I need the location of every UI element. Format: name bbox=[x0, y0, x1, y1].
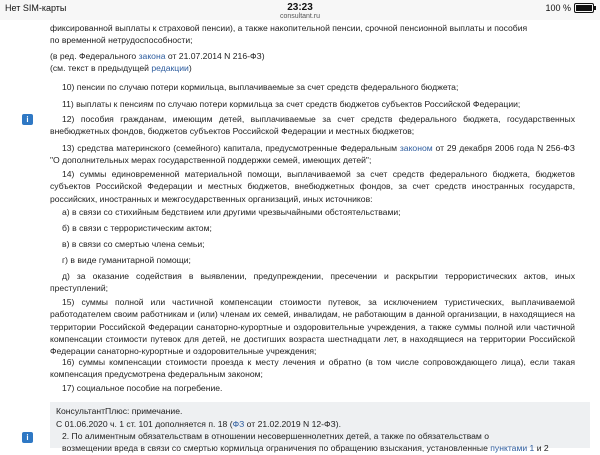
item-14-g: г) в виде гуманитарной помощи; bbox=[62, 255, 191, 265]
item-13-suffix: от 29 декабря 2006 года N 256-ФЗ "О дополнительных мерах государственной поддержки семей, имеющих детей"; bbox=[50, 143, 575, 166]
fz-link[interactable]: ФЗ bbox=[232, 419, 245, 429]
item-13-prefix: 13) средства материнского (семейного) капитала, предусмотренные Федеральным bbox=[62, 143, 400, 153]
status-bar bbox=[0, 0, 600, 20]
info-icon[interactable]: i bbox=[22, 114, 33, 125]
item-14: 14) суммы единовременной материальной помощи, выплачиваемой за счет средств федерального бюджета, бюджетов субъектов Российской Федерации и местных бюджетов, внебюджетных фондов, за счет средств иностранных государств, российских, иностранных и межгосударственных организаций, иных источников: bbox=[50, 169, 575, 204]
edit-note-suffix: от 21.07.2014 N 216-ФЗ) bbox=[165, 51, 265, 61]
edit-note bbox=[50, 50, 575, 62]
item-14-d: д) за оказание содействия в выявлении, предупреждении, пресечении и раскрытии террористических актов, иных преступлений; bbox=[50, 271, 575, 294]
battery-percent: 100 % bbox=[545, 3, 571, 13]
paragraph-top-line2: по временной нетрудоспособности; bbox=[50, 35, 193, 46]
previous-text-prefix: (см. текст в предыдущей bbox=[50, 63, 152, 73]
item-14-a: а) в связи со стихийным бедствием или другими чрезвычайными обстоятельствами; bbox=[62, 207, 401, 217]
paragraph-top-line1: фиксированной выплаты к страховой пенсии), а также накопительной пенсии, срочной пенсионной выплаты и пособия bbox=[50, 23, 528, 33]
clock: 23:23 bbox=[287, 2, 313, 13]
item-10: 10) пенсии по случаю потери кормильца, выплачиваемые за счет средств федерального бюджета; bbox=[62, 82, 459, 92]
battery-status bbox=[545, 3, 594, 13]
carrier-label: Нет SIM-карты bbox=[5, 3, 67, 13]
item-11: 11) выплаты к пенсиям по случаю потери кормильца за счет средств бюджетов субъектов Российской Федерации; bbox=[62, 99, 521, 109]
law-link[interactable]: закона bbox=[138, 51, 166, 61]
item-2-line1: 2. По алиментным обязательствам в отношении несовершеннолетних детей, а также по обязательствам о bbox=[62, 431, 490, 441]
item-2-line2-prefix: возмещении вреда в связи со смертью кормильца ограничения по обращению взыскания, установленные bbox=[62, 443, 491, 454]
document-body bbox=[0, 20, 600, 454]
note-text bbox=[56, 418, 341, 430]
previous-text-note bbox=[50, 62, 575, 74]
battery-icon bbox=[574, 3, 594, 13]
battery-level-fill bbox=[576, 5, 592, 11]
info-icon-2[interactable]: i bbox=[22, 432, 33, 443]
law-link-256[interactable]: законом bbox=[399, 143, 433, 153]
item-2 bbox=[50, 430, 585, 455]
paragraph-top bbox=[50, 22, 575, 47]
note-title: КонсультантПлюс: примечание. bbox=[56, 406, 183, 416]
item-17: 17) социальное пособие на погребение. bbox=[62, 383, 223, 393]
item-16: 16) суммы компенсации стоимости проезда к месту лечения и обратно (в том числе сопровождающего лица), если такая компенсация предусмотрена федеральным законом; bbox=[50, 357, 575, 380]
previous-text-suffix: ) bbox=[188, 63, 192, 73]
item-12: 12) пособия гражданам, имеющим детей, выплачиваемые за счет средств федерального бюджета, государственных внебюджетных фондов, бюджетов субъектов Российской Федерации и местных бюджетов; bbox=[50, 114, 575, 137]
item-13 bbox=[50, 142, 575, 167]
item-2-line2 bbox=[50, 442, 585, 454]
item-14-v: в) в связи со смертью члена семьи; bbox=[62, 239, 205, 249]
item-15: 15) суммы полной или частичной компенсации стоимости путевок, за исключением туристических, выплачиваемой работодателем своим работникам и (или) членам их семей, инвалидам, не работающим в данной организации, в находящиеся на территории Российской Федерации санаторно-курортные и оздоровительные учреждения, а также суммы полной или частичной компенсации стоимости путевок для детей, не достигших возраста шестнадцати лет, в находящиеся на территории Российской Федерации санаторно-курортные и оздоровительные учреждения; bbox=[50, 297, 575, 357]
note-text-prefix: С 01.06.2020 ч. 1 ст. 101 дополняется п. 18 ( bbox=[56, 419, 233, 429]
url-label[interactable]: consultant.ru bbox=[279, 13, 321, 20]
note-text-suffix: от 21.02.2019 N 12-ФЗ). bbox=[244, 419, 341, 429]
edit-note-prefix: (в ред. Федерального bbox=[50, 51, 139, 61]
item-14-b: б) в связи с террористическим актом; bbox=[62, 223, 212, 233]
item-2-line2-suffix: и 2 bbox=[534, 443, 549, 454]
revision-link[interactable]: редакции bbox=[151, 63, 189, 73]
points-link[interactable]: пунктами 1 bbox=[490, 443, 535, 454]
